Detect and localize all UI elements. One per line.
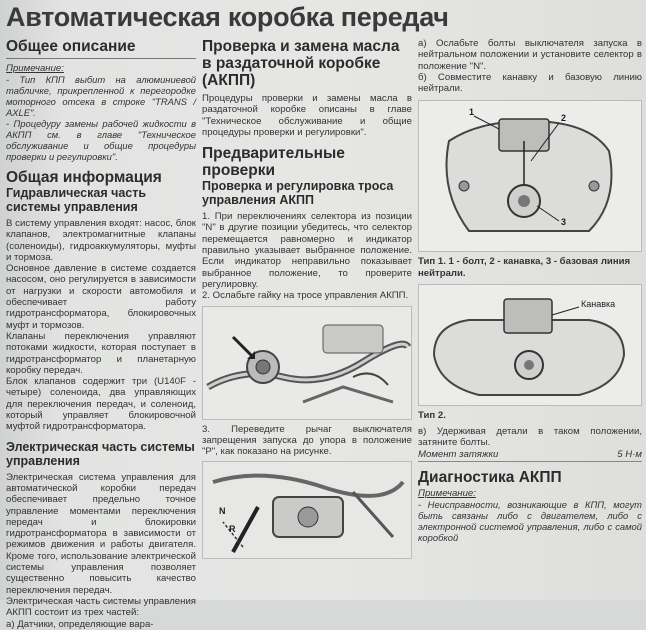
switch-type1-illustration bbox=[419, 101, 641, 251]
paragraph: а) Датчики, определяющие вара- bbox=[6, 618, 154, 630]
step-text: б) Совместите канавку и базовую линию нейтрали. bbox=[418, 71, 642, 95]
paragraph: Основное давление в системе создается насосом, оно регулируется в зависимости от нагрузки и скорости автомобиля и обеспечивает работу гидротрансформатора, блокировочных муфт и тормозов. bbox=[6, 263, 196, 331]
paragraph: В систему управления входят: насос, блок клапанов, электромагнитные клапаны (соленоиды), гидроаккумуляторы, муфты и тормоза. bbox=[6, 218, 196, 263]
note-text-2: - Процедуру замены рабочей жидкости в АКПП см. в главе "Техническое обслуживание и общие процедуры проверки и регулировки". bbox=[6, 118, 196, 162]
general-info-heading: Общая информация bbox=[6, 169, 162, 186]
paragraph: Процедуры проверки и замены масла в раздаточной коробке описаны в главе "Техническое обслуживание и общие процедуры проверки и регулировки". bbox=[202, 93, 412, 138]
torque-value: 5 Н·м bbox=[617, 448, 642, 460]
step-text: 2. Ослабьте гайку на тросе управления АКПП. bbox=[202, 290, 409, 302]
step-text: в) Удерживая детали в таком положении, затяните болты. bbox=[418, 425, 642, 449]
label-groove: 2 bbox=[561, 113, 567, 124]
step-text: 3. Переведите рычаг выключателя запрещения запуска до упора в положение "P", как показано на рисунке. bbox=[202, 423, 412, 458]
torque-label: Момент затяжки bbox=[418, 448, 499, 460]
page-title: Автоматическая коробка передач bbox=[6, 2, 449, 32]
label-neutral-line: 3 bbox=[561, 217, 567, 228]
note-text-1: - Тип КПП выбит на алюминиевой табличке, прикрепленной к перегородке моторного отсека в строке "TRANS / AXLE". bbox=[6, 74, 196, 118]
hydraulic-heading: Гидравлическая часть системы управления bbox=[6, 186, 147, 214]
switch-type1-figure bbox=[418, 100, 642, 252]
preliminary-checks-heading: Предварительные проверки bbox=[202, 145, 345, 180]
electric-heading: Электрическая часть системы управления bbox=[6, 439, 195, 468]
oil-replace-heading: Проверка и замена масла в раздаточной коробке (АКПП) bbox=[202, 38, 400, 89]
label-bolt: 1 bbox=[469, 107, 475, 118]
cable-illustration bbox=[203, 307, 411, 419]
column-left bbox=[6, 38, 196, 630]
shift-lever-figure bbox=[202, 461, 412, 559]
paragraph: Клапаны переключения управляют потоками жидкости, которая поступает в гидротрансформатор и планетарную коробку передач. bbox=[6, 330, 196, 376]
column-right bbox=[418, 38, 642, 600]
label-groove-type2: Канавка bbox=[581, 299, 616, 310]
paragraph: Электрическая система управления для автоматической коробки передач обеспечивает предельно точное управление моментами переключения передач и блокировки гидротрансформатора в зависимости от режимов движения и работы двигателя. Кроме того, использование электрической системы управления позволяет существенно повысить качество переключения передач. bbox=[6, 471, 196, 596]
note-label: Примечание: bbox=[418, 487, 476, 499]
step-text: а) Ослабьте болты выключателя запуска в нейтральном положении и установите селектор в положение "N". bbox=[418, 38, 642, 72]
general-description-heading: Общее описание bbox=[6, 38, 136, 55]
torque-spec bbox=[418, 449, 642, 462]
figure-caption-type1: Тип 1. 1 - болт, 2 - канавка, 3 - базовая линия нейтрали. bbox=[418, 256, 631, 279]
lever-illustration bbox=[203, 462, 411, 558]
column-middle bbox=[202, 38, 412, 600]
step-text: 1. При переключениях селектора из позиции "N" в другие позиции убедитесь, что селектор перемещается равномерно и индикатор правильно указывает выбранное положение. Если индикатор неправильно показывает выбранное положение, то проверите регулировку. bbox=[202, 211, 412, 290]
cable-nut-figure bbox=[202, 306, 412, 420]
paragraph: Блок клапанов содержит три (U140F - четыре) соленоида, два управляющих для переключения передач, и соленоид, который управляет блокировочной муфтой гидротрансформатора. bbox=[6, 376, 196, 433]
position-n-label: N bbox=[219, 506, 226, 517]
figure-caption-type2: Тип 2. bbox=[418, 410, 446, 422]
paragraph: Электрическая часть системы управления АКПП состоит из трех частей: bbox=[6, 595, 196, 619]
cable-check-heading: Проверка и регулировка троса управления АКПП bbox=[202, 179, 394, 208]
divider bbox=[6, 58, 196, 59]
note-label: Примечание: bbox=[6, 63, 64, 74]
diagnostics-note: - Неисправности, возникающие в КПП, могут быть связаны либо с двигателем, либо с электронной системой управления, либо с самой коробкой bbox=[418, 498, 642, 543]
switch-type2-figure bbox=[418, 284, 642, 406]
diagnostics-heading: Диагностика АКПП bbox=[418, 468, 562, 486]
position-r-label: R bbox=[229, 524, 236, 535]
